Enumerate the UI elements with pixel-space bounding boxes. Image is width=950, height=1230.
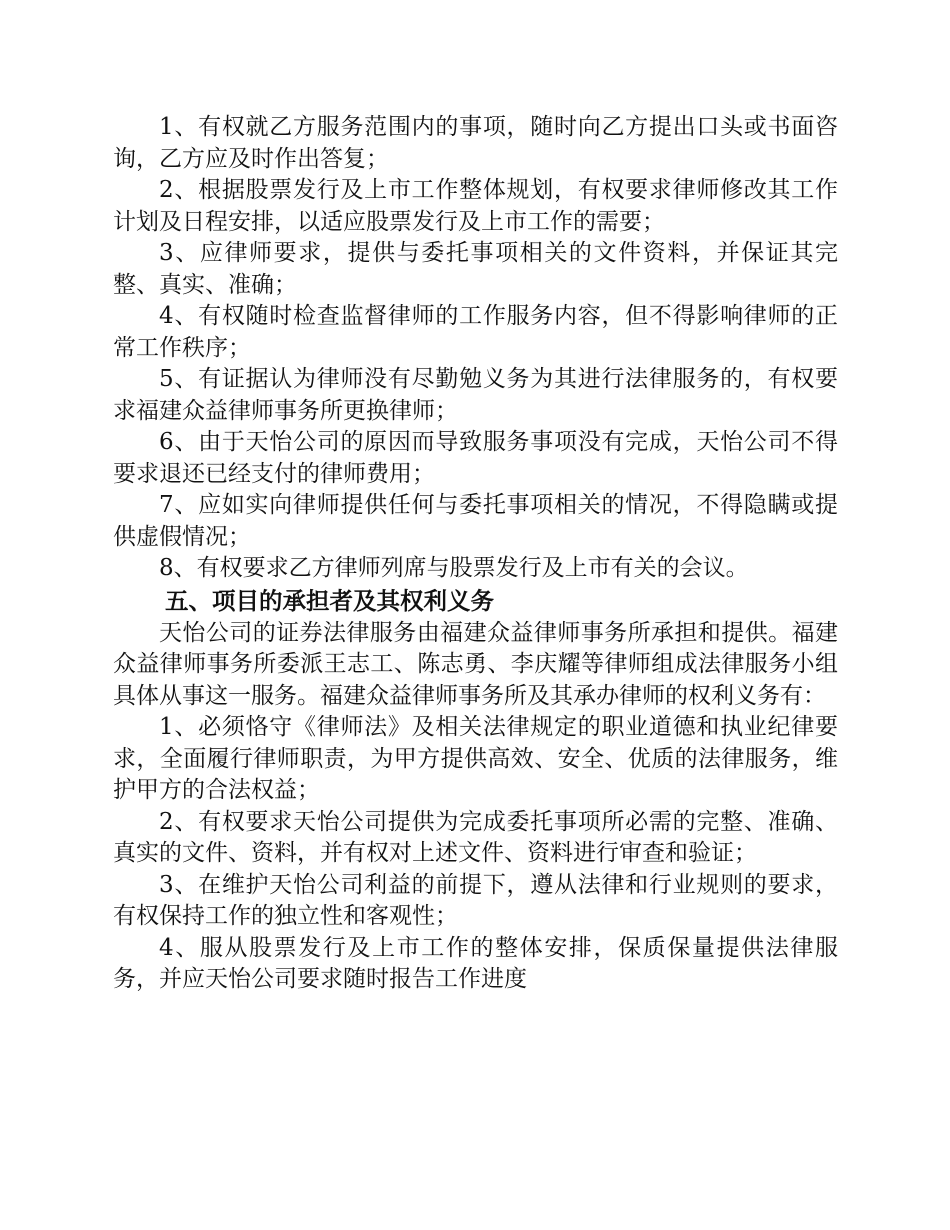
clause-5-3: 3、在维护天怡公司利益的前提下，遵从法律和行业规则的要求，有权保持工作的独立性和客观性； [113,871,838,929]
clause-4-1: 1、有权就乙方服务范围内的事项，随时向乙方提出口头或书面咨询，乙方应及时作出答复； [113,114,838,172]
document-body [113,112,838,996]
clause-4-5: 5、有证据认为律师没有尽勤勉义务为其进行法律服务的，有权要求福建众益律师事务所更换律师； [113,366,838,424]
clause-5-2: 2、有权要求天怡公司提供为完成委托事项所必需的完整、准确、真实的文件、资料，并有权对上述文件、资料进行审查和验证； [113,808,838,866]
clause-4-7: 7、应如实向律师提供任何与委托事项相关的情况，不得隐瞒或提供虚假情况； [113,492,838,550]
clause-4-4: 4、有权随时检查监督律师的工作服务内容，但不得影响律师的正常工作秩序； [113,303,838,361]
clause-5-1: 1、必须恪守《律师法》及相关法律规定的职业道德和执业纪律要求，全面履行律师职责，为甲方提供高效、安全、优质的法律服务，维护甲方的合法权益； [113,714,838,803]
section-intro: 天怡公司的证券法律服务由福建众益律师事务所承担和提供。福建众益律师事务所委派王志工、陈志勇、李庆耀等律师组成法律服务小组具体从事这一服务。福建众益律师事务所及其承办律师的权利义务有： [113,619,838,709]
clause-4-6: 6、由于天怡公司的原因而导致服务事项没有完成，天怡公司不得要求退还已经支付的律师费用； [113,429,838,487]
clause-4-3: 3、应律师要求，提供与委托事项相关的文件资料，并保证其完整、真实、准确； [113,240,838,298]
clause-4-8: 8、有权要求乙方律师列席与股票发行及上市有关的会议。 [159,555,749,581]
section-heading: 五、项目的承担者及其权利义务 [165,586,494,615]
clause-4-2: 2、根据股票发行及上市工作整体规划，有权要求律师修改其工作计划及日程安排，以适应股票发行及上市工作的需要； [113,177,838,235]
clause-5-4: 4、服从股票发行及上市工作的整体安排，保质保量提供法律服务，并应天怡公司要求随时报告工作进度 [113,934,838,992]
